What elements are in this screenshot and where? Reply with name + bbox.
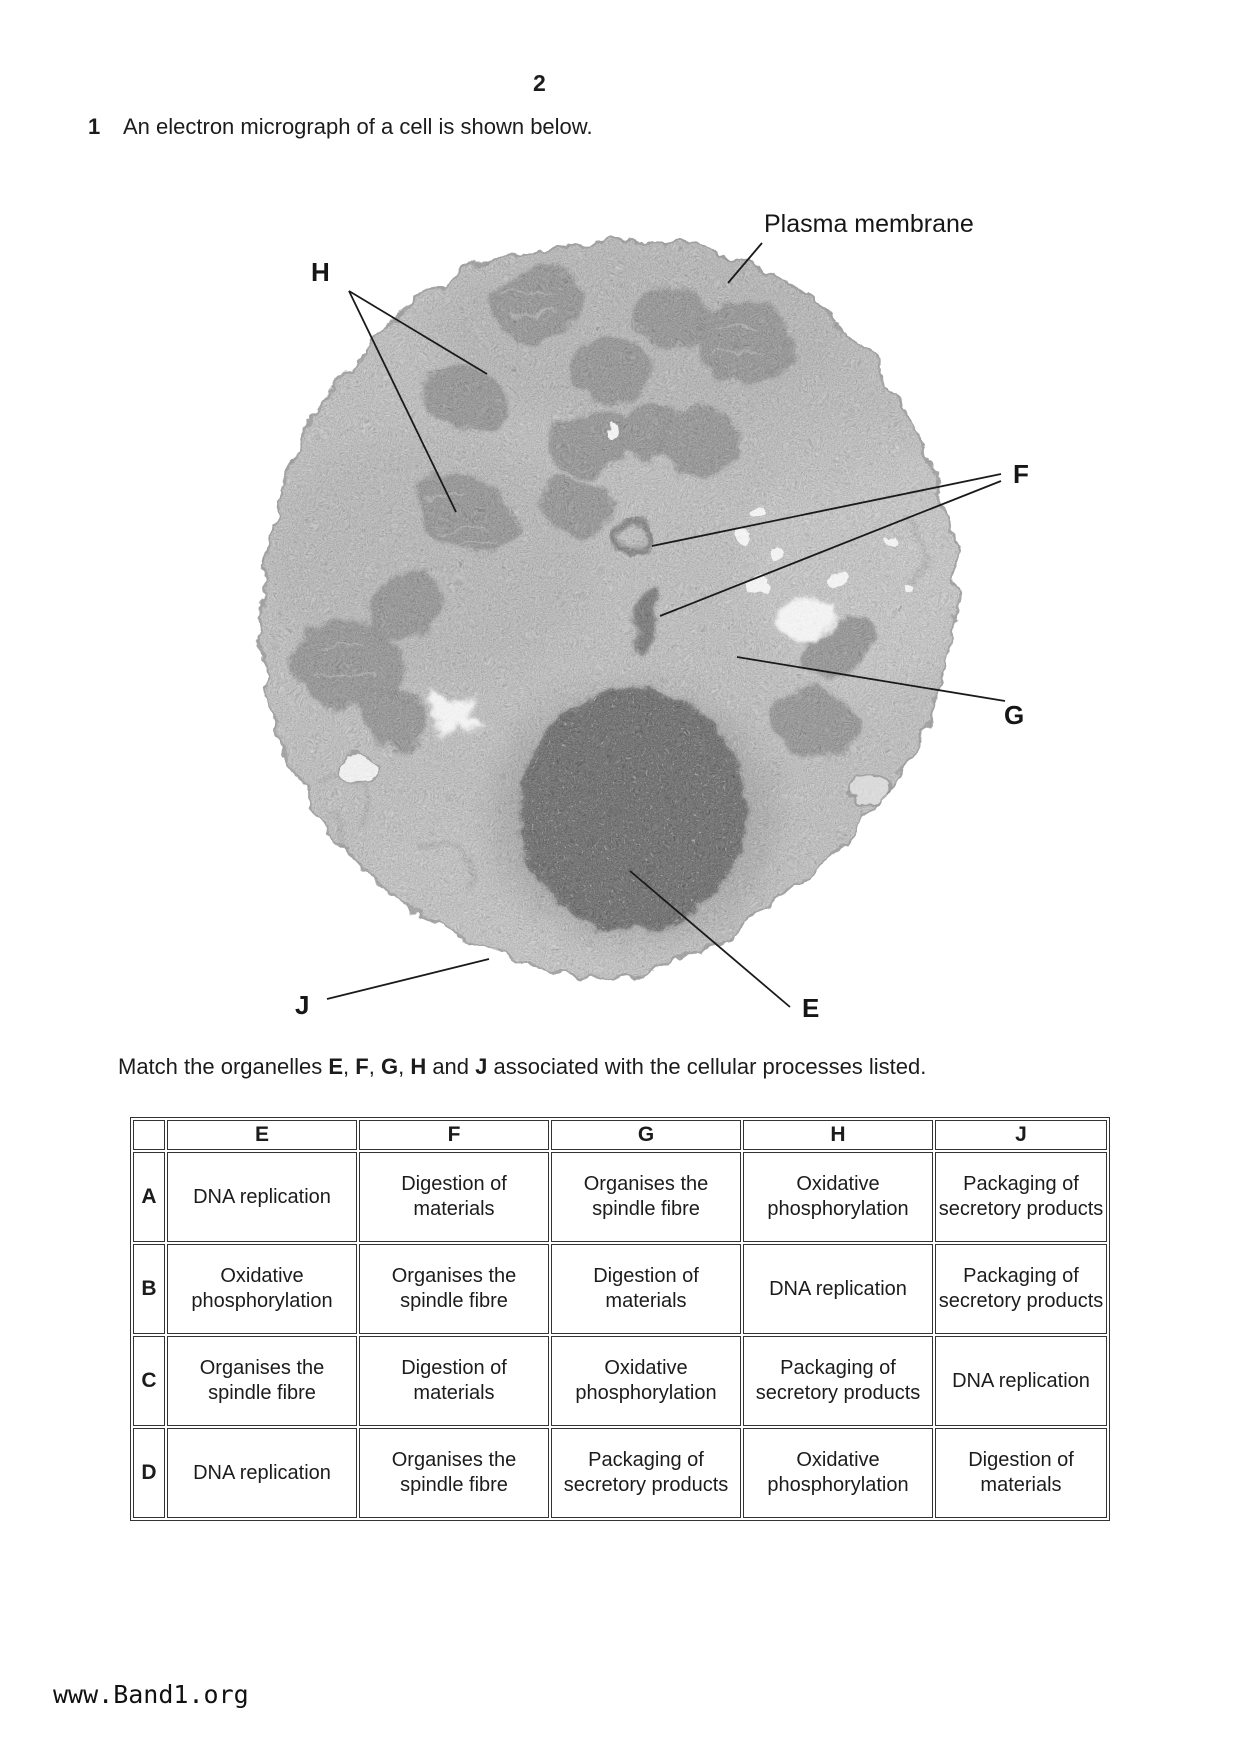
table-cell: Oxidative phosphorylation	[743, 1428, 933, 1518]
table-cell: DNA replication	[167, 1152, 357, 1242]
table-header-row	[133, 1120, 1107, 1150]
plasma-membrane-label: Plasma membrane	[764, 210, 974, 238]
row-label: C	[133, 1336, 165, 1426]
label-g: G	[1004, 700, 1025, 730]
label-j: J	[295, 990, 310, 1020]
match-text-segment: ,	[368, 1054, 381, 1079]
question-text: An electron micrograph of a cell is shown below.	[123, 114, 593, 139]
match-text-segment: Match the organelles	[118, 1054, 329, 1079]
electron-micrograph	[228, 188, 1040, 1023]
match-text-segment: H	[410, 1054, 427, 1079]
table-cell: DNA replication	[743, 1244, 933, 1334]
match-instruction	[118, 1054, 926, 1080]
table-row-a	[133, 1152, 1107, 1242]
page-number: 2	[533, 70, 546, 96]
question-line	[88, 114, 593, 140]
table-cell: Packaging of secretory products	[743, 1336, 933, 1426]
table-header-cell-h: H	[743, 1120, 933, 1150]
table-header-cell-g: G	[551, 1120, 741, 1150]
match-text-segment: ,	[343, 1054, 356, 1079]
table-cell: Packaging of secretory products	[551, 1428, 741, 1518]
match-text-segment: associated with the cellular processes listed.	[487, 1054, 927, 1079]
table-cell: Digestion of materials	[359, 1152, 549, 1242]
label-e: E	[802, 993, 820, 1023]
row-label: A	[133, 1152, 165, 1242]
match-table	[130, 1117, 1110, 1521]
table-cell: Digestion of materials	[935, 1428, 1107, 1518]
row-label: D	[133, 1428, 165, 1518]
table-header-cell-f: F	[359, 1120, 549, 1150]
table-header-corner	[133, 1120, 165, 1150]
table-cell: Digestion of materials	[551, 1244, 741, 1334]
table-row-b	[133, 1244, 1107, 1334]
table-cell: Oxidative phosphorylation	[743, 1152, 933, 1242]
row-label: B	[133, 1244, 165, 1334]
table-cell: Digestion of materials	[359, 1336, 549, 1426]
table-cell: Oxidative phosphorylation	[551, 1336, 741, 1426]
table-cell: Packaging of secretory products	[935, 1244, 1107, 1334]
match-text-segment: F	[355, 1054, 369, 1079]
micrograph-cell	[228, 188, 1040, 1020]
match-text-segment: J	[475, 1054, 488, 1079]
match-text-segment: ,	[398, 1054, 411, 1079]
table-cell: DNA replication	[935, 1336, 1107, 1426]
table-header-cell-j: J	[935, 1120, 1107, 1150]
match-text-segment: G	[380, 1054, 399, 1079]
table-header-cell-e: E	[167, 1120, 357, 1150]
footer-url: www.Band1.org	[53, 1680, 249, 1709]
question-number: 1	[88, 114, 101, 139]
match-text-segment: E	[328, 1054, 344, 1079]
table-cell: Oxidative phosphorylation	[167, 1244, 357, 1334]
table-cell: Organises the spindle fibre	[167, 1336, 357, 1426]
table-row-d	[133, 1428, 1107, 1518]
label-f: F	[1013, 459, 1029, 489]
table-cell: Organises the spindle fibre	[359, 1244, 549, 1334]
table-row-c	[133, 1336, 1107, 1426]
table-cell: Organises the spindle fibre	[359, 1428, 549, 1518]
label-h: H	[311, 257, 330, 287]
table-cell: DNA replication	[167, 1428, 357, 1518]
table-cell: Organises the spindle fibre	[551, 1152, 741, 1242]
match-text-segment: and	[426, 1054, 476, 1079]
table-cell: Packaging of secretory products	[935, 1152, 1107, 1242]
